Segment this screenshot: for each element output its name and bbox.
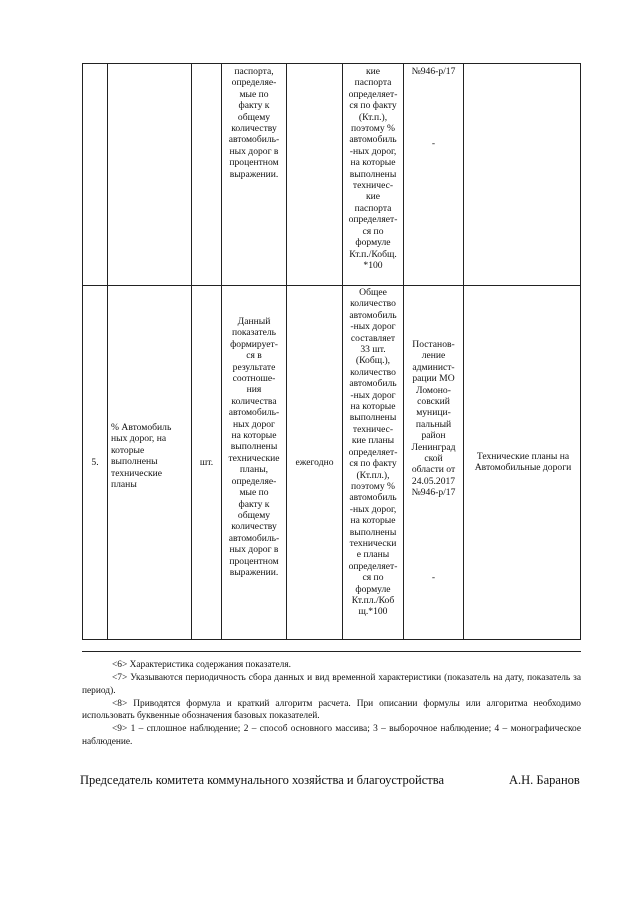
cell-line: поэтому %: [350, 480, 396, 492]
row2-number: 5.: [91, 457, 99, 468]
cell-line: составляет: [350, 332, 396, 344]
cell-line: формирует-: [230, 338, 278, 350]
cell-line: ся по факту: [349, 100, 397, 112]
cell-line: район: [421, 430, 446, 442]
cell-line: % Автомобиль: [111, 422, 172, 433]
cell-line: ление: [421, 350, 446, 362]
row2-unit: шт.: [199, 457, 214, 468]
cell-line: №946-р/17: [411, 487, 456, 499]
footnote-6: <6> Характеристика содержания показателя.: [112, 660, 291, 670]
cell-line: пальный: [415, 418, 452, 430]
cell-line: Общее: [359, 287, 387, 298]
cell-line: Ленинград: [411, 441, 456, 453]
footnote-separator: [82, 651, 581, 652]
cell-line: паспорта: [354, 202, 392, 214]
cell-line: которые: [111, 444, 145, 456]
cell-line: Автомобильные дороги: [474, 462, 572, 474]
cell-line: Технические планы на: [476, 451, 570, 462]
cell-line: общему: [237, 509, 271, 521]
footnote-9: <9> 1 – сплошное наблюдение; 2 – способ основного массива; 3 – выборочное наблюдение; 4 – монографическое наблюдение.: [82, 724, 581, 747]
cell-line: планы: [111, 479, 137, 491]
cell-line: планы,: [239, 464, 269, 476]
col-divider-7: [463, 64, 464, 639]
cell-line: на которые: [350, 401, 396, 413]
footnote-7: <7> Указываются периодичность сбора данных и вид временной характеристики (показатель на дату, показатель за период).: [82, 673, 581, 696]
cell-line: технически: [349, 537, 397, 549]
signature-name: А.Н. Баранов: [509, 773, 580, 787]
row1-basis: [404, 66, 463, 77]
cell-line: выполнены: [111, 456, 158, 468]
cell-line: ся по факту: [349, 458, 397, 470]
cell-line: ных дорог: [233, 418, 275, 430]
row2-formula: [343, 287, 403, 618]
cell-line: автомобиль-: [228, 532, 280, 544]
row1-basis-dash: -: [431, 138, 436, 149]
cell-line: автомобиль: [349, 134, 397, 146]
cell-line: (Кобщ.),: [355, 355, 391, 367]
cell-line: (Кт.пл.),: [356, 469, 390, 481]
cell-line: факту к: [238, 100, 270, 112]
cell-line: Ломоно-: [416, 384, 451, 396]
cell-line: *100: [363, 259, 383, 271]
cell-line: автомобиль: [349, 492, 397, 504]
row1-definition: [222, 66, 286, 180]
row2-basis-dash: -: [431, 572, 436, 583]
cell-line: техничес-: [352, 423, 394, 435]
cell-line: (Кт.п.),: [358, 111, 388, 123]
cell-line: ных дорог в: [229, 544, 279, 556]
cell-line: ных дорог, на: [111, 433, 167, 445]
cell-line: 24.05.2017: [411, 475, 456, 487]
cell-line: на которые: [350, 515, 396, 527]
cell-line: автомобиль-: [228, 134, 280, 146]
cell-line: ской: [424, 453, 443, 465]
cell-line: -ных дорог: [350, 321, 396, 333]
cell-line: мые по: [239, 88, 269, 100]
cell-line: рации МО: [412, 373, 455, 385]
cell-line: совский: [417, 396, 450, 408]
cell-line: количество: [350, 298, 396, 310]
row1-formula: [343, 66, 403, 271]
cell-line: определяет-: [348, 446, 398, 458]
signature-title: Председатель комитета коммунального хозяйства и благоустройства: [80, 773, 445, 787]
cell-line: области от: [411, 464, 456, 476]
footnote-8: <8> Приводятся формула и краткий алгоритм расчета. При описании формулы или алгоритма необходимо использовать буквенные обозначения базовых показателей.: [82, 698, 581, 722]
cell-line: кие: [365, 66, 381, 77]
cell-line: поэтому %: [350, 123, 396, 135]
cell-line: паспорта,: [234, 66, 274, 77]
cell-line: автомобиль: [349, 378, 397, 390]
cell-line: процентном: [229, 555, 279, 567]
cell-line: кие планы: [351, 435, 395, 447]
row-divider: [83, 285, 580, 286]
cell-line: выполнены: [230, 441, 278, 453]
cell-line: количества: [231, 395, 277, 407]
cell-line: 33 шт.: [360, 344, 386, 356]
cell-line: количество: [350, 366, 396, 378]
cell-line: определяе-: [231, 77, 277, 89]
cell-line: №946-р/17: [411, 66, 456, 77]
cell-line: ся по: [362, 225, 384, 237]
cell-line: выражении.: [229, 566, 279, 578]
cell-line: автомобиль-: [228, 407, 280, 419]
cell-line: формуле: [355, 583, 391, 595]
cell-line: процентном: [229, 157, 279, 169]
cell-line: муници-: [416, 407, 451, 419]
cell-line: определяе-: [231, 475, 277, 487]
cell-line: на которые: [231, 430, 277, 442]
cell-line: показатель: [231, 327, 277, 339]
cell-line: е планы: [356, 549, 390, 561]
cell-line: формуле: [355, 237, 391, 249]
cell-line: на которые: [350, 157, 396, 169]
cell-line: Кт.п./Кобщ.: [349, 248, 397, 260]
indicator-table: [82, 63, 581, 640]
col-divider-1: [107, 64, 108, 639]
cell-line: паспорта: [354, 77, 392, 89]
cell-line: результате: [232, 361, 276, 373]
col-divider-2: [191, 64, 192, 639]
cell-line: общему: [237, 111, 271, 123]
cell-line: определяет-: [348, 560, 398, 572]
row2-periodicity: ежегодно: [295, 457, 334, 468]
cell-line: Кт.пл./Коб: [351, 594, 395, 606]
cell-line: админист-: [412, 361, 455, 373]
cell-line: выполнены: [349, 168, 397, 180]
cell-line: щ.*100: [358, 606, 388, 618]
cell-line: Постанов-: [412, 339, 455, 350]
cell-line: кие: [365, 191, 381, 203]
cell-line: количеству: [231, 521, 277, 533]
cell-line: ния: [246, 384, 262, 396]
cell-line: Данный: [237, 316, 271, 327]
cell-line: -ных дорог,: [349, 145, 397, 157]
cell-line: техничес-: [352, 180, 394, 192]
cell-line: ных дорог в: [229, 145, 279, 157]
cell-line: ся в: [246, 350, 262, 362]
cell-line: определяет-: [348, 214, 398, 226]
row2-basis: [404, 339, 463, 499]
col-divider-4: [286, 64, 287, 639]
cell-line: количеству: [231, 123, 277, 135]
cell-line: выражении.: [229, 168, 279, 180]
footnotes: [82, 659, 581, 749]
row2-data-source: [464, 451, 582, 474]
cell-line: ся по: [362, 572, 384, 584]
cell-line: -ных дорог,: [349, 503, 397, 515]
cell-line: выполнены: [349, 526, 397, 538]
cell-line: технические: [228, 452, 280, 464]
cell-line: -ных дорог: [350, 389, 396, 401]
cell-line: технические: [111, 467, 163, 479]
cell-line: определяет-: [348, 88, 398, 100]
row2-indicator-name: [111, 422, 191, 490]
cell-line: факту к: [238, 498, 270, 510]
cell-line: выполнены: [349, 412, 397, 424]
cell-line: мые по: [239, 487, 269, 499]
cell-line: автомобиль: [349, 309, 397, 321]
row2-definition: [222, 316, 286, 578]
cell-line: соотноше-: [232, 373, 276, 385]
